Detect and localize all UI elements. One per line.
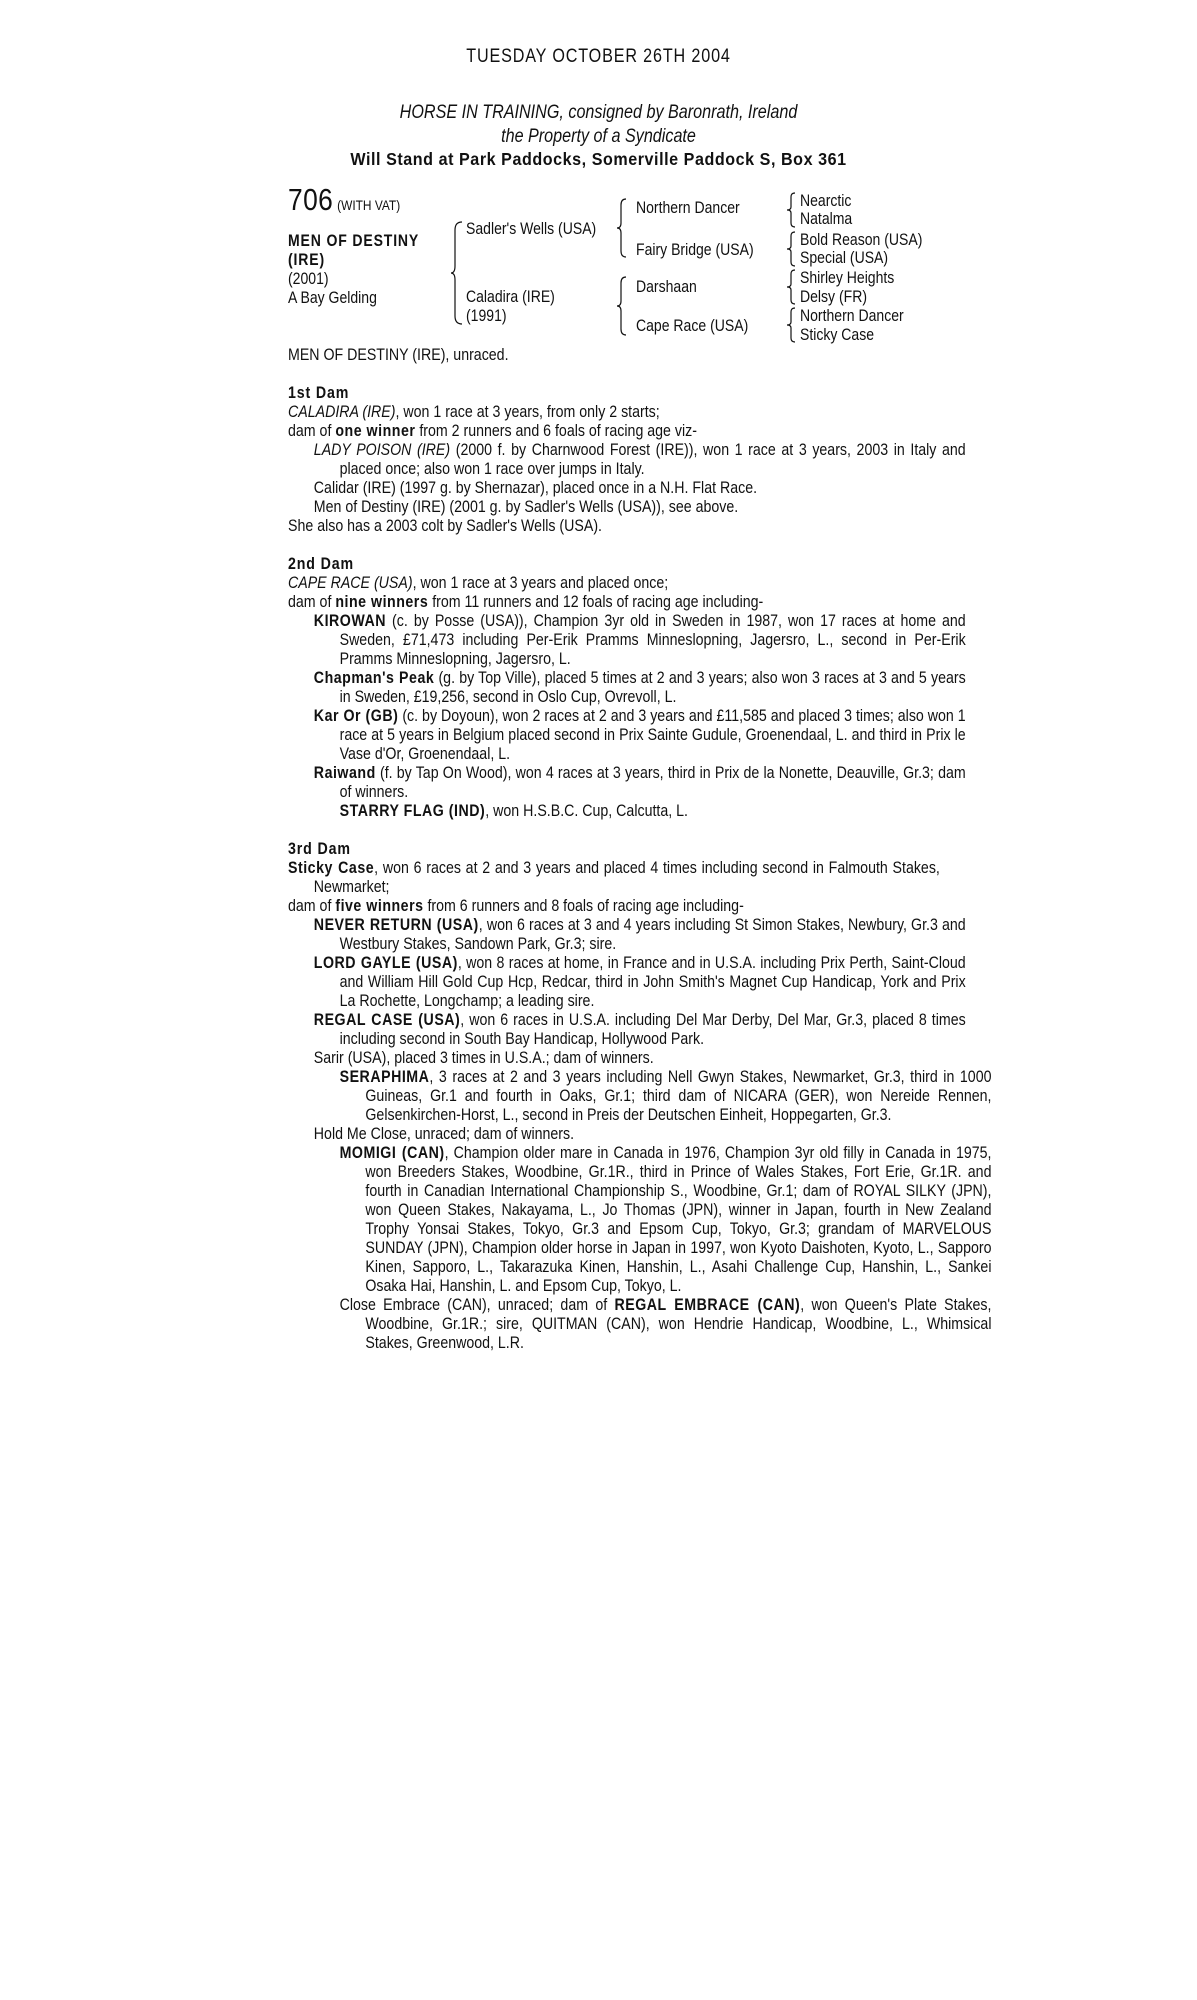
dam2-record: CAPE RACE (USA), won 1 race at 3 years and placed once;: [288, 574, 669, 592]
dam-dam: Cape Race (USA): [636, 317, 749, 335]
dam2-foal-3: Kar Or (GB) (c. by Doyoun), won 2 races at 2 and 3 years and £11,585 and placed 3 times; also won 1 race at 5 years in Belgium placed second in Prix Sainte Gudule, Groenendaal, L. and third in Prix le Vase d'Or, Groenendaal, L.: [313, 707, 966, 763]
brace-g3-c: [786, 269, 796, 305]
horse-name: MEN OF DESTINY: [288, 232, 420, 250]
gen3-natalma: Natalma: [800, 210, 853, 228]
sire-name: Sadler's Wells (USA): [466, 220, 597, 238]
brace-g3-b: [786, 231, 796, 267]
brace-parents: [450, 220, 464, 326]
dam3-foal-4: Sarir (USA), placed 3 times in U.S.A.; dam of winners.: [313, 1049, 654, 1067]
dam1-foal-3: Men of Destiny (IRE) (2001 g. by Sadler's Wells (USA)), see above.: [313, 498, 739, 516]
dam2-foal-4: Raiwand (f. by Tap On Wood), won 4 races at 3 years, third in Prix de la Nonette, Deauville, Gr.3; dam of winners.: [313, 764, 966, 801]
dam2-produce: dam of nine winners from 11 runners and 12 foals of racing age including-: [288, 593, 764, 611]
consignor-line: HORSE IN TRAINING, consigned by Baronrath, Ireland: [399, 102, 798, 123]
gen3-shirley-heights: Shirley Heights: [800, 269, 895, 287]
dam1-heading: 1st Dam: [288, 384, 350, 402]
produce-record: [288, 346, 992, 1353]
sire-sire: Northern Dancer: [636, 199, 740, 217]
gen3-nearctic: Nearctic: [800, 192, 852, 210]
dam3-foal-4-sub: SERAPHIMA, 3 races at 2 and 3 years including Nell Gwyn Stakes, Newmarket, Gr.3, third in 1000 Guineas, Gr.1 and fourth in Oaks, Gr.1; third dam of NICARA (GER), won Nereide Rennen, Gelsenkirchen-Horst, L., second in Preis der Deutschen Einheit, Hoppegarten, Gr.3.: [339, 1068, 992, 1124]
brace-dam: [616, 276, 628, 336]
dam-name: Caladira (IRE): [466, 288, 555, 306]
property-line: the Property of a Syndicate: [501, 126, 696, 147]
gen3-northern-dancer: Northern Dancer: [800, 307, 904, 325]
brace-sire: [616, 198, 628, 258]
dam2-foal-4-sub: STARRY FLAG (IND), won H.S.B.C. Cup, Calcutta, L.: [339, 802, 688, 820]
dam3-foal-5: Hold Me Close, unraced; dam of winners.: [313, 1125, 575, 1143]
dam3-foal-3: REGAL CASE (USA), won 6 races in U.S.A. including Del Mar Derby, Del Mar, Gr.3, placed 8 times including second in South Bay Handicap, Hollywood Park.: [313, 1011, 966, 1048]
dam3-name: Sticky Case: [288, 859, 375, 877]
horse-origin: (IRE): [288, 251, 325, 269]
sale-date: TUESDAY OCTOBER 26TH 2004: [466, 46, 731, 67]
dam2-foal-2: Chapman's Peak (g. by Top Ville), placed 5 times at 2 and 3 years; also won 3 races at 3 and 5 years in Sweden, £19,256, second in Oslo Cup, Ovrevoll, L.: [313, 669, 966, 706]
dam1-note: She also has a 2003 colt by Sadler's Wells (USA).: [288, 517, 602, 535]
consignor-block: [90, 101, 1107, 149]
dam3-foal-1: NEVER RETURN (USA), won 6 races at 3 and 4 years including St Simon Stakes, Newbury, Gr.3 and Westbury Stakes, Sandown Park, Gr.3; sire.: [313, 916, 966, 953]
dam1-foal-2: Calidar (IRE) (1997 g. by Shernazar), placed once in a N.H. Flat Race.: [313, 479, 758, 497]
gen3-special: Special (USA): [800, 249, 889, 267]
dam1-produce: dam of one winner from 2 runners and 6 foals of racing age viz-: [288, 422, 697, 440]
vat-note: (WITH VAT): [337, 197, 401, 213]
dam3-heading: 3rd Dam: [288, 840, 351, 858]
dam3-foal-5-sub-1: MOMIGI (CAN), Champion older mare in Canada in 1976, Champion 3yr old filly in Canada in 1975, won Breeders Stakes, Woodbine, Gr.1R., third in Prince of Wales Stakes, Fort Erie, Gr.1R. and fourth in Canadian International Championship S., Woodbine, Gr.1; dam of ROYAL SILKY (JPN), won Queen Stakes, Nakayama, L., Jo Thomas (JPN), winner in Japan, fourth in New Zealand Trophy Yonsai Stakes, Tokyo, Gr.3 and Epsom Cup, Tokyo, Gr.3; grandam of MARVELOUS SUNDAY (JPN), Champion older horse in Japan in 1997, won Kyoto Daishoten, Kyoto, L., Sapporo Kinen, Sapporo, L., Takarazuka Kinen, Hanshin, L., Asahi Challenge Cup, Hanshin, L., Sankei Osaka Hai, Hanshin, L. and Epsom Cup, Tokyo, L.: [339, 1144, 992, 1295]
gen3-bold-reason: Bold Reason (USA): [800, 231, 923, 249]
pedigree-table: [288, 182, 948, 350]
horse-year: (2001): [288, 270, 329, 288]
lot-header: [288, 182, 401, 217]
lot-number: 706: [288, 182, 334, 217]
dam3-foal-2: LORD GAYLE (USA), won 8 races at home, in France and in U.S.A. including Prix Perth, Saint-Cloud and William Hill Gold Cup Hcp, Redcar, third in John Smith's Magnet Cup Handicap, York and Prix La Rochette, Longchamp; a leading sire.: [313, 954, 966, 1010]
dam2-name: CAPE RACE (USA): [288, 574, 413, 592]
dam2-foal-1: KIROWAN (c. by Posse (USA)), Champion 3yr old in Sweden in 1987, won 17 races at home and Sweden, £71,473 including Per-Erik Pramms Minneslopning, Jagersro, L., second in Per-Erik Pramms Minneslopning, Jagersro, L.: [313, 612, 966, 668]
dam1-foal-1: LADY POISON (IRE) (2000 f. by Charnwood Forest (IRE)), won 1 race at 3 years, 2003 in Italy and placed once; also won 1 race over jumps in Italy.: [313, 441, 966, 478]
sire-dam: Fairy Bridge (USA): [636, 241, 754, 259]
gen3-delsy: Delsy (FR): [800, 288, 868, 306]
horse-description: A Bay Gelding: [288, 289, 377, 307]
dam3-record: Sticky Case, won 6 races at 2 and 3 years and placed 4 times including second in Falmouth Stakes, Newmarket;: [288, 859, 940, 896]
dam1-record: CALADIRA (IRE), won 1 race at 3 years, from only 2 starts;: [288, 403, 660, 421]
dam3-produce: dam of five winners from 6 runners and 8 foals of racing age including-: [288, 897, 744, 915]
dam1-name: CALADIRA (IRE): [288, 403, 396, 421]
brace-g3-a: [786, 192, 796, 228]
dam2-heading: 2nd Dam: [288, 555, 354, 573]
brace-g3-d: [786, 307, 796, 343]
dam-year: (1991): [466, 307, 507, 325]
dam-sire: Darshaan: [636, 278, 697, 296]
gen3-sticky-case: Sticky Case: [800, 326, 875, 344]
dam3-foal-5-sub-2: Close Embrace (CAN), unraced; dam of REGAL EMBRACE (CAN), won Queen's Plate Stakes, Woodbine, Gr.1R.; sire, QUITMAN (CAN), won Hendrie Handicap, Woodbine, L., Whimsical Stakes, Greenwood, L.R.: [339, 1296, 992, 1352]
intro-line: MEN OF DESTINY (IRE), unraced.: [288, 346, 509, 364]
stand-location: Will Stand at Park Paddocks, Somerville Paddock S, Box 361: [350, 149, 847, 169]
